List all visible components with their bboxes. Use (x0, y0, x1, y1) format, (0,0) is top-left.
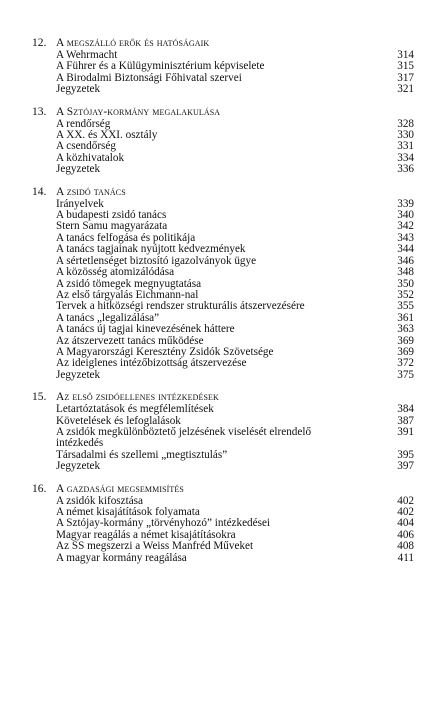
toc-chapter (32, 36, 414, 96)
chapter-number: 16. (32, 482, 47, 495)
chapter-heading (32, 185, 414, 199)
chapter-heading (32, 36, 414, 50)
entry-title: A Magyarországi Keresztény Zsidók Szövetsége (56, 345, 274, 358)
toc-entry (32, 267, 414, 278)
chapter-heading (32, 105, 414, 119)
entry-page-number: 406 (397, 528, 414, 541)
entry-title: A magyar kormány reagálása (56, 551, 187, 564)
entry-title: A közhivatalok (56, 151, 125, 164)
entry-page-number: 314 (397, 49, 414, 61)
entry-page-number: 328 (397, 117, 414, 130)
entry-page-number: 404 (397, 517, 414, 530)
entry-title: A Sztójay-kormány „törvényhozó” intézkedései (56, 517, 271, 530)
toc-chapter (32, 185, 414, 382)
entry-page-number: 339 (397, 197, 414, 210)
entry-page-number: 397 (397, 460, 414, 473)
chapter-title: A zsidó tanács (56, 185, 126, 198)
chapter-title: A Sztójay-kormány megalakulása (56, 105, 221, 118)
toc-entry (32, 244, 414, 255)
chapter-number: 14. (32, 185, 47, 198)
entry-title: A XX. és XXI. osztály (56, 129, 158, 142)
chapter-number: 15. (32, 391, 47, 404)
entry-page-number: 369 (397, 334, 414, 347)
entry-page-number: 408 (397, 540, 414, 553)
toc-chapter (32, 482, 414, 564)
entry-page-number: 342 (397, 220, 414, 233)
entry-title: A Wehrmacht (56, 49, 118, 61)
entry-page-number: 387 (397, 414, 414, 427)
entry-page-number: 340 (397, 209, 414, 222)
entry-page-number: 411 (397, 551, 414, 564)
table-of-contents (32, 36, 414, 573)
entry-page-number: 352 (397, 288, 414, 301)
entry-page-number: 331 (397, 140, 414, 153)
entry-page-number: 363 (397, 323, 414, 336)
entry-page-number: 350 (397, 277, 414, 290)
chapter-title: Az első zsidóellenes intézkedések (56, 391, 219, 404)
entry-title: Tervek a hitközségi rendszer strukturális átszervezésére (56, 300, 305, 313)
chapter-number: 12. (32, 37, 47, 49)
chapter-title: A gazdasági megsemmisítés (56, 482, 184, 495)
entry-title: Magyar reagálás a német kisajátításokra (56, 528, 236, 541)
entry-title: A Birodalmi Biztonsági Főhivatal szervei (56, 71, 242, 84)
toc-entry (32, 553, 414, 564)
entry-page-number: 391 (397, 425, 414, 438)
entry-title: Társadalmi és szellemi „megtisztulás” (56, 448, 228, 461)
entry-title: Az első tárgyalás Eichmann-nal (56, 288, 199, 301)
toc-entry (32, 84, 414, 95)
entry-title: Követelések és lefoglalások (56, 414, 181, 427)
entry-page-number: 317 (397, 71, 414, 84)
toc-chapter (32, 105, 414, 176)
toc-entry (32, 461, 414, 472)
entry-page-number: 375 (397, 368, 414, 381)
entry-title: Jegyzetek (56, 83, 101, 96)
entry-title: A tanács új tagjai kinevezésének háttere (56, 323, 235, 336)
entry-page-number: 321 (397, 83, 414, 96)
entry-title: Stern Samu magyarázata (56, 220, 168, 233)
chapter-number: 13. (32, 105, 47, 118)
entry-title: A rendőrség (56, 117, 111, 130)
entry-title: Letartóztatások és megfélemlítések (56, 403, 214, 416)
entry-title: Az átszervezett tanács működése (56, 334, 204, 347)
entry-page-number: 330 (397, 129, 414, 142)
entry-page-number: 346 (397, 254, 414, 267)
entry-page-number: 402 (397, 506, 414, 518)
toc-entry (32, 324, 414, 335)
toc-entry (32, 404, 414, 415)
entry-title: A Führer és a Külügyminisztérium képviselete (56, 60, 265, 73)
entry-title: Irányelvek (56, 197, 104, 210)
entry-title: A német kisajátítások folyamata (56, 506, 200, 518)
entry-page-number: 355 (397, 300, 414, 313)
entry-title: A zsidók megkülönböztető jelzésének viselését elrendelő intézkedés (56, 425, 312, 450)
entry-title: A tanács „legalizálása” (56, 311, 160, 324)
entry-page-number: 384 (397, 403, 414, 416)
entry-title: A sértetlenséget biztosító igazolványok ügye (56, 254, 257, 267)
entry-page-number: 334 (397, 151, 414, 164)
entry-page-number: 336 (397, 163, 414, 176)
entry-title: Az SS megszerzi a Weiss Manfréd Műveket (56, 540, 254, 553)
chapter-title: A megszálló erők és hatóságaik (56, 37, 210, 49)
entry-page-number: 395 (397, 448, 414, 461)
entry-page-number: 344 (397, 243, 414, 256)
entry-page-number: 402 (397, 494, 414, 507)
entry-title: Az ideiglenes intézőbizottság átszervezése (56, 357, 247, 370)
entry-title: A zsidók kifosztása (56, 494, 143, 507)
entry-page-number: 372 (397, 357, 414, 370)
entry-title: Jegyzetek (56, 163, 101, 176)
chapter-heading (32, 390, 414, 404)
toc-entry (32, 164, 414, 175)
entry-title: A közösség atomizálódása (56, 266, 175, 279)
toc-entry (32, 370, 414, 381)
entry-page-number: 343 (397, 231, 414, 244)
entry-title: A budapesti zsidó tanács (56, 209, 167, 222)
toc-entry (32, 427, 414, 450)
chapter-heading (32, 482, 414, 496)
entry-page-number: 361 (397, 311, 414, 324)
entry-title: Jegyzetek (56, 368, 101, 381)
toc-chapter (32, 390, 414, 472)
toc-entry (32, 301, 414, 312)
entry-title: A tanács felfogása és politikája (56, 231, 196, 244)
entry-page-number: 315 (397, 60, 414, 73)
toc-entry (32, 541, 414, 552)
entry-title: A tanács tagjainak nyújtott kedvezmények (56, 243, 246, 256)
entry-title: A csendőrség (56, 140, 116, 153)
entry-page-number: 348 (397, 266, 414, 279)
entry-title: A zsidó tömegek megnyugtatása (56, 277, 202, 290)
entry-title: Jegyzetek (56, 460, 101, 473)
entry-page-number: 369 (397, 345, 414, 358)
